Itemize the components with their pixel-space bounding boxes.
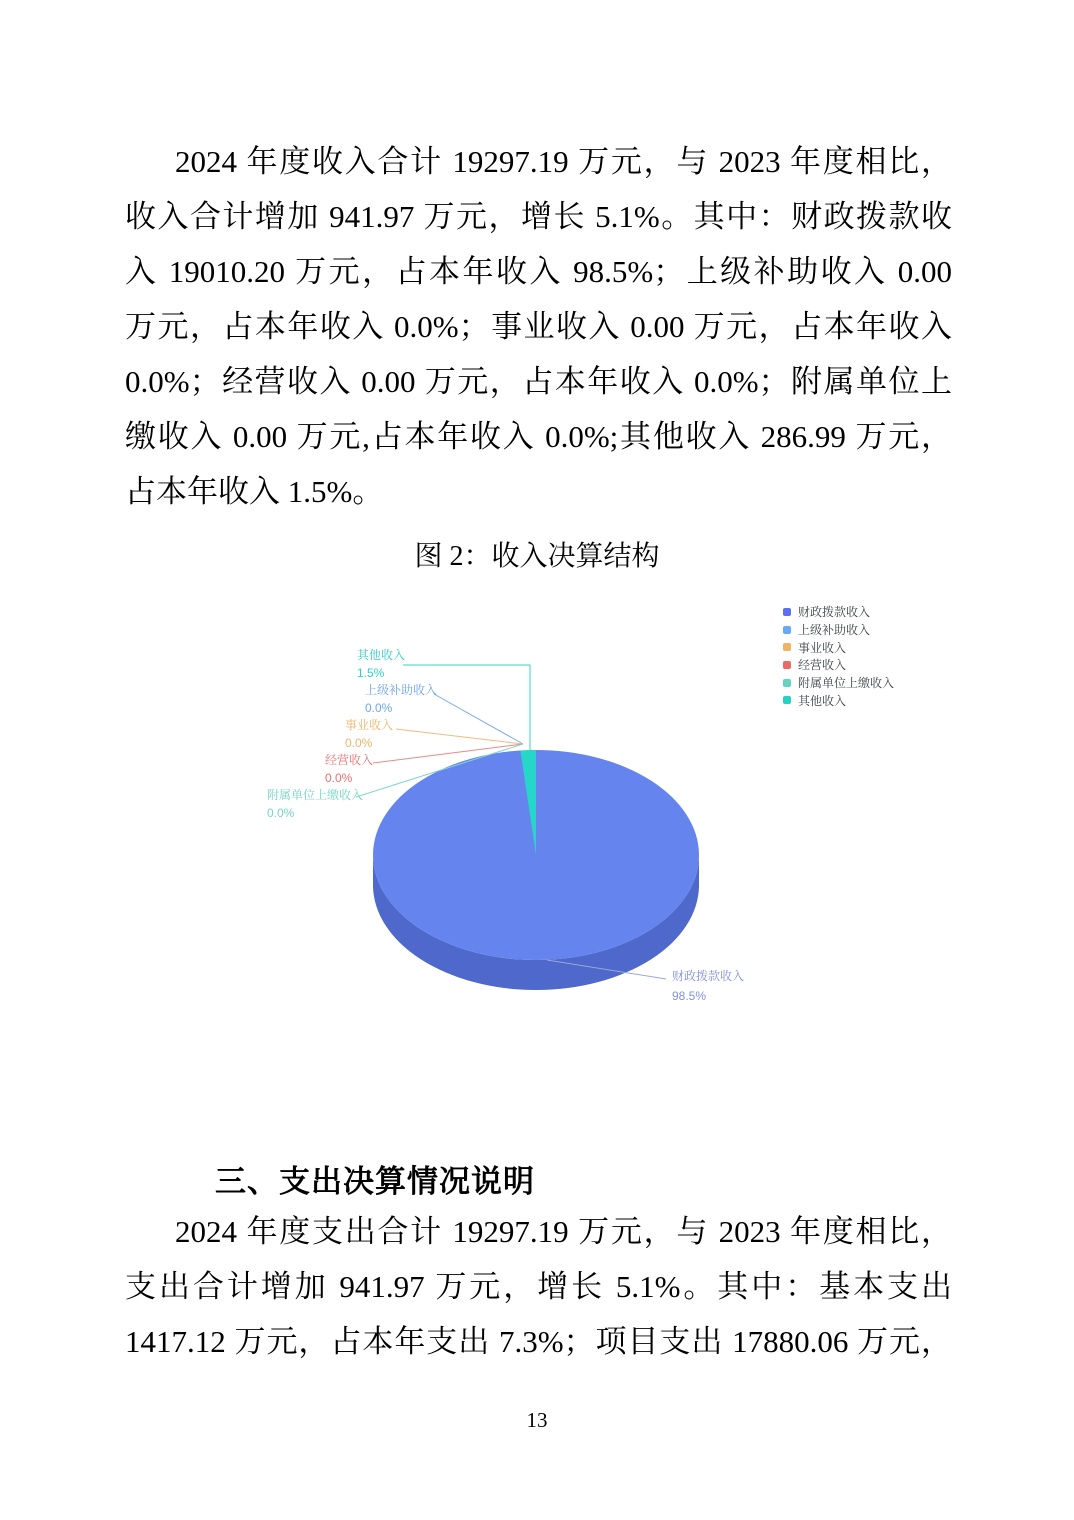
pie-label-percent: 1.5% bbox=[357, 665, 385, 680]
legend-item-fiscal bbox=[783, 603, 894, 621]
pie-label-business bbox=[345, 717, 393, 752]
pie-label-percent: 0.0% bbox=[325, 770, 353, 785]
paragraph-line: 支出合计增加 941.97 万元，增长 5.1%。其中：基本支出 bbox=[125, 1269, 952, 1304]
pie-label-operating bbox=[325, 752, 373, 787]
paragraph-line: 2024 年度收入合计 19297.19 万元，与 2023 年度相比， bbox=[175, 144, 952, 179]
figure-caption: 图 2：收入决算结构 bbox=[414, 541, 660, 572]
income-pie-chart bbox=[0, 578, 1074, 1070]
legend-swatch-icon bbox=[783, 696, 791, 704]
pie-label-percent: 0.0% bbox=[365, 700, 393, 715]
pie-label-name: 事业收入 bbox=[345, 718, 394, 732]
pie-label-name: 财政拨款收入 bbox=[672, 969, 745, 983]
legend-item-operating bbox=[783, 656, 894, 674]
paragraph-line: 入 19010.20 万元，占本年收入 98.5%；上级补助收入 0.00 bbox=[125, 254, 952, 289]
legend-swatch-icon bbox=[783, 626, 791, 634]
pie-label-fiscal bbox=[672, 966, 744, 1006]
paragraph-line: 收入合计增加 941.97 万元，增长 5.1%。其中：财政拨款收 bbox=[125, 199, 952, 234]
page-number: 13 bbox=[526, 1408, 548, 1432]
pie-label-percent: 0.0% bbox=[267, 805, 295, 820]
pie-label-name: 经营收入 bbox=[325, 753, 374, 767]
leader-line-business bbox=[396, 729, 523, 744]
legend-item-other bbox=[783, 691, 894, 709]
paragraph-line: 0.0%；经营收入 0.00 万元，占本年收入 0.0%；附属单位上 bbox=[125, 364, 952, 399]
paragraph-line: 2024 年度支出合计 19297.19 万元，与 2023 年度相比， bbox=[175, 1214, 952, 1249]
pie-label-percent: 98.5% bbox=[672, 989, 707, 1003]
legend-swatch-icon bbox=[783, 608, 791, 616]
income-paragraph bbox=[125, 134, 952, 519]
paragraph-line: 万元，占本年收入 0.0%；事业收入 0.00 万元，占本年收入 bbox=[125, 309, 952, 344]
pie-label-name: 其他收入 bbox=[357, 648, 406, 662]
section-heading-expenditure: 三、支出决算情况说明 bbox=[215, 1164, 535, 1199]
legend-swatch-icon bbox=[783, 661, 791, 669]
legend-label: 事业收入 bbox=[798, 640, 847, 655]
legend-label: 上级补助收入 bbox=[798, 623, 871, 638]
legend-label: 经营收入 bbox=[798, 658, 847, 673]
pie-label-percent: 0.0% bbox=[345, 735, 373, 750]
paragraph-line: 占本年收入 1.5%。 bbox=[125, 474, 384, 509]
legend-label: 财政拨款收入 bbox=[798, 605, 871, 620]
expenditure-paragraph bbox=[125, 1204, 952, 1369]
pie-label-name: 上级补助收入 bbox=[365, 683, 438, 697]
pie-label-subsidy bbox=[365, 682, 437, 717]
pie-label-name: 附属单位上缴收入 bbox=[267, 788, 364, 802]
legend-swatch-icon bbox=[783, 643, 791, 651]
legend-swatch-icon bbox=[783, 679, 791, 687]
legend-label: 其他收入 bbox=[798, 693, 847, 708]
leader-line-subsidy bbox=[434, 694, 523, 744]
chart-legend bbox=[783, 603, 894, 709]
legend-item-subsidy bbox=[783, 621, 894, 639]
pie-label-affiliate bbox=[267, 787, 363, 822]
paragraph-line: 1417.12 万元，占本年支出 7.3%；项目支出 17880.06 万元， bbox=[125, 1324, 952, 1359]
legend-item-affiliate bbox=[783, 674, 894, 692]
pie-label-other bbox=[357, 647, 405, 682]
paragraph-line: 缴收入 0.00 万元,占本年收入 0.0%;其他收入 286.99 万元， bbox=[125, 419, 952, 454]
legend-label: 附属单位上缴收入 bbox=[798, 676, 895, 691]
legend-item-business bbox=[783, 638, 894, 656]
